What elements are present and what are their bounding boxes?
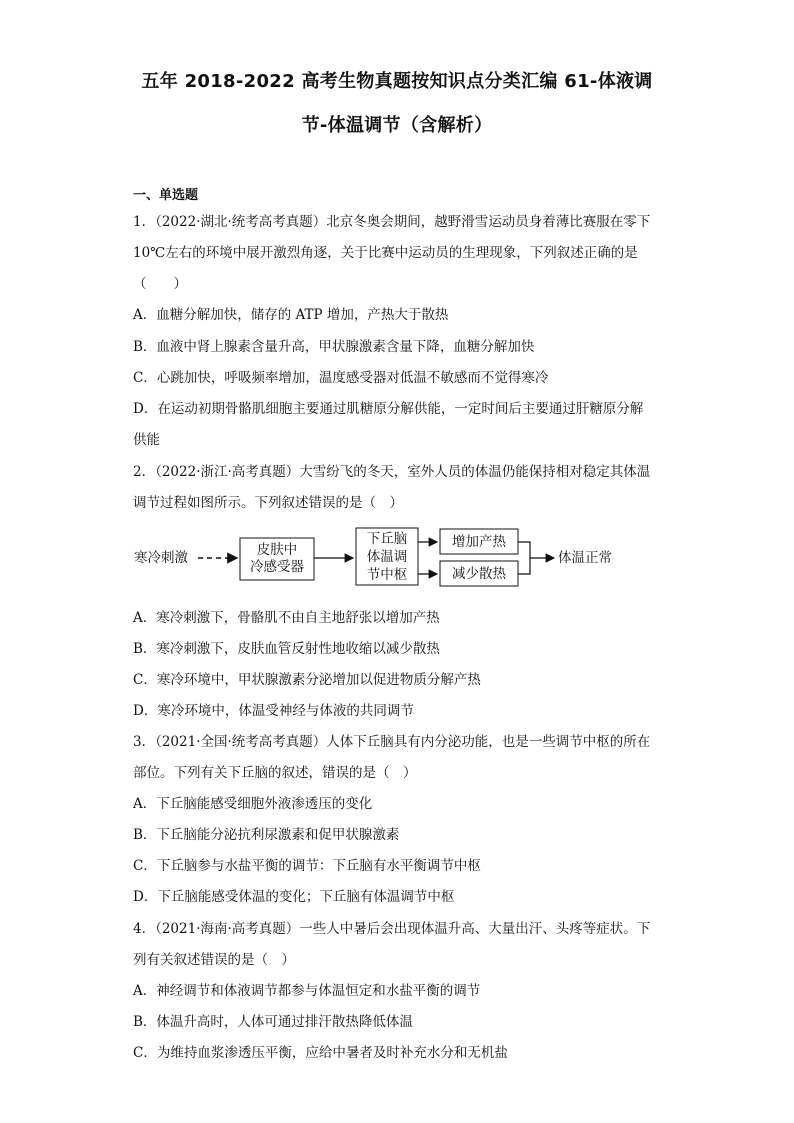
q4-stem-line-2: 列有关叙述错误的是（ ） <box>133 952 295 968</box>
section-heading: 一、单选题 <box>133 188 199 203</box>
q4-option-c: C．为维持血浆渗透压平衡，应给中暑者及时补充水分和无机盐 <box>133 1045 508 1061</box>
q2-option-c: C．寒冷环境中，甲状腺激素分泌增加以促进物质分解产热 <box>133 672 481 688</box>
center-label-line-2: 体温调 <box>366 549 408 565</box>
q2-option-b: B．寒冷刺激下，皮肤血管反射性地收缩以减少散热 <box>133 641 440 657</box>
result-label: 体温正常 <box>558 550 612 566</box>
q2-stem-line-2: 调节过程如图所示。下列叙述错误的是（ ） <box>133 495 403 511</box>
q2-stem-line-1: 2．（2022·浙江·高考真题）大雪纷飞的冬天，室外人员的体温仍能保持相对稳定其体温 <box>133 464 651 480</box>
q1-option-d-line-2: 供能 <box>133 432 160 448</box>
center-label-line-3: 节中枢 <box>366 567 408 583</box>
q3-stem-line-2: 部位。下列有关下丘脑的叙述，错误的是（ ） <box>133 765 417 781</box>
center-label-line-1: 下丘脑 <box>366 531 408 547</box>
reduce-heat-loss-label: 减少散热 <box>452 566 506 582</box>
q4-option-a: A．神经调节和体液调节都参与体温恒定和水盐平衡的调节 <box>133 983 481 999</box>
q4-stem-line-1: 4．（2021·海南·高考真题）一些人中暑后会出现体温升高、大量出汗、头疼等症状。下 <box>133 921 651 937</box>
q3-option-c: C．下丘脑参与水盐平衡的调节：下丘脑有水平衡调节中枢 <box>133 858 481 874</box>
q1-option-d-line-1: D．在运动初期骨骼肌细胞主要通过肌糖原分解供能，一定时间后主要通过肝糖原分解 <box>133 401 644 417</box>
q4-option-b: B．体温升高时，人体可通过排汗散热降低体温 <box>133 1014 413 1030</box>
q1-option-b: B．血液中肾上腺素含量升高，甲状腺激素含量下降，血糖分解加快 <box>133 339 535 355</box>
q1-option-c: C．心跳加快，呼吸频率增加，温度感受器对低温不敏感而不觉得寒冷 <box>133 370 549 386</box>
receptor-label-line-2: 冷感受器 <box>250 559 304 575</box>
q3-option-a: A．下丘脑能感受细胞外液渗透压的变化 <box>133 796 373 812</box>
q1-stem-line-2: 10℃左右的环境中展开激烈角逐，关于比赛中运动员的生理现象，下列叙述正确的是 <box>133 245 638 261</box>
merge-bracket <box>518 542 530 574</box>
q1-stem-line-3: （ ） <box>133 276 187 292</box>
q1-stem-line-1: 1．（2022·湖北·统考高考真题）北京冬奥会期间，越野滑雪运动员身着薄比赛服在零下 <box>133 214 651 230</box>
document-title-line-2: 节-体温调节（含解析） <box>301 115 493 136</box>
q2-option-d: D．寒冷环境中，体温受神经与体液的共同调节 <box>133 703 414 719</box>
q3-option-d: D．下丘脑能感受体温的变化；下丘脑有体温调节中枢 <box>133 889 455 905</box>
increase-heat-label: 增加产热 <box>452 534 506 550</box>
stimulus-label: 寒冷刺激 <box>134 550 188 566</box>
q2-option-a: A．寒冷刺激下，骨骼肌不由自主地舒张以增加产热 <box>133 610 440 626</box>
q3-stem-line-1: 3．（2021·全国·统考高考真题）人体下丘脑具有内分泌功能，也是一些调节中枢的所在 <box>133 734 651 750</box>
q1-option-a: A．血糖分解加快，储存的 ATP 增加，产热大于散热 <box>133 307 449 323</box>
document-title-line-1: 五年 2018-2022 高考生物真题按知识点分类汇编 61-体液调 <box>141 71 653 92</box>
receptor-label-line-1: 皮肤中 <box>256 542 298 558</box>
q3-option-b: B．下丘脑能分泌抗利尿激素和促甲状腺激素 <box>133 827 400 843</box>
thermoregulation-diagram <box>130 520 670 595</box>
